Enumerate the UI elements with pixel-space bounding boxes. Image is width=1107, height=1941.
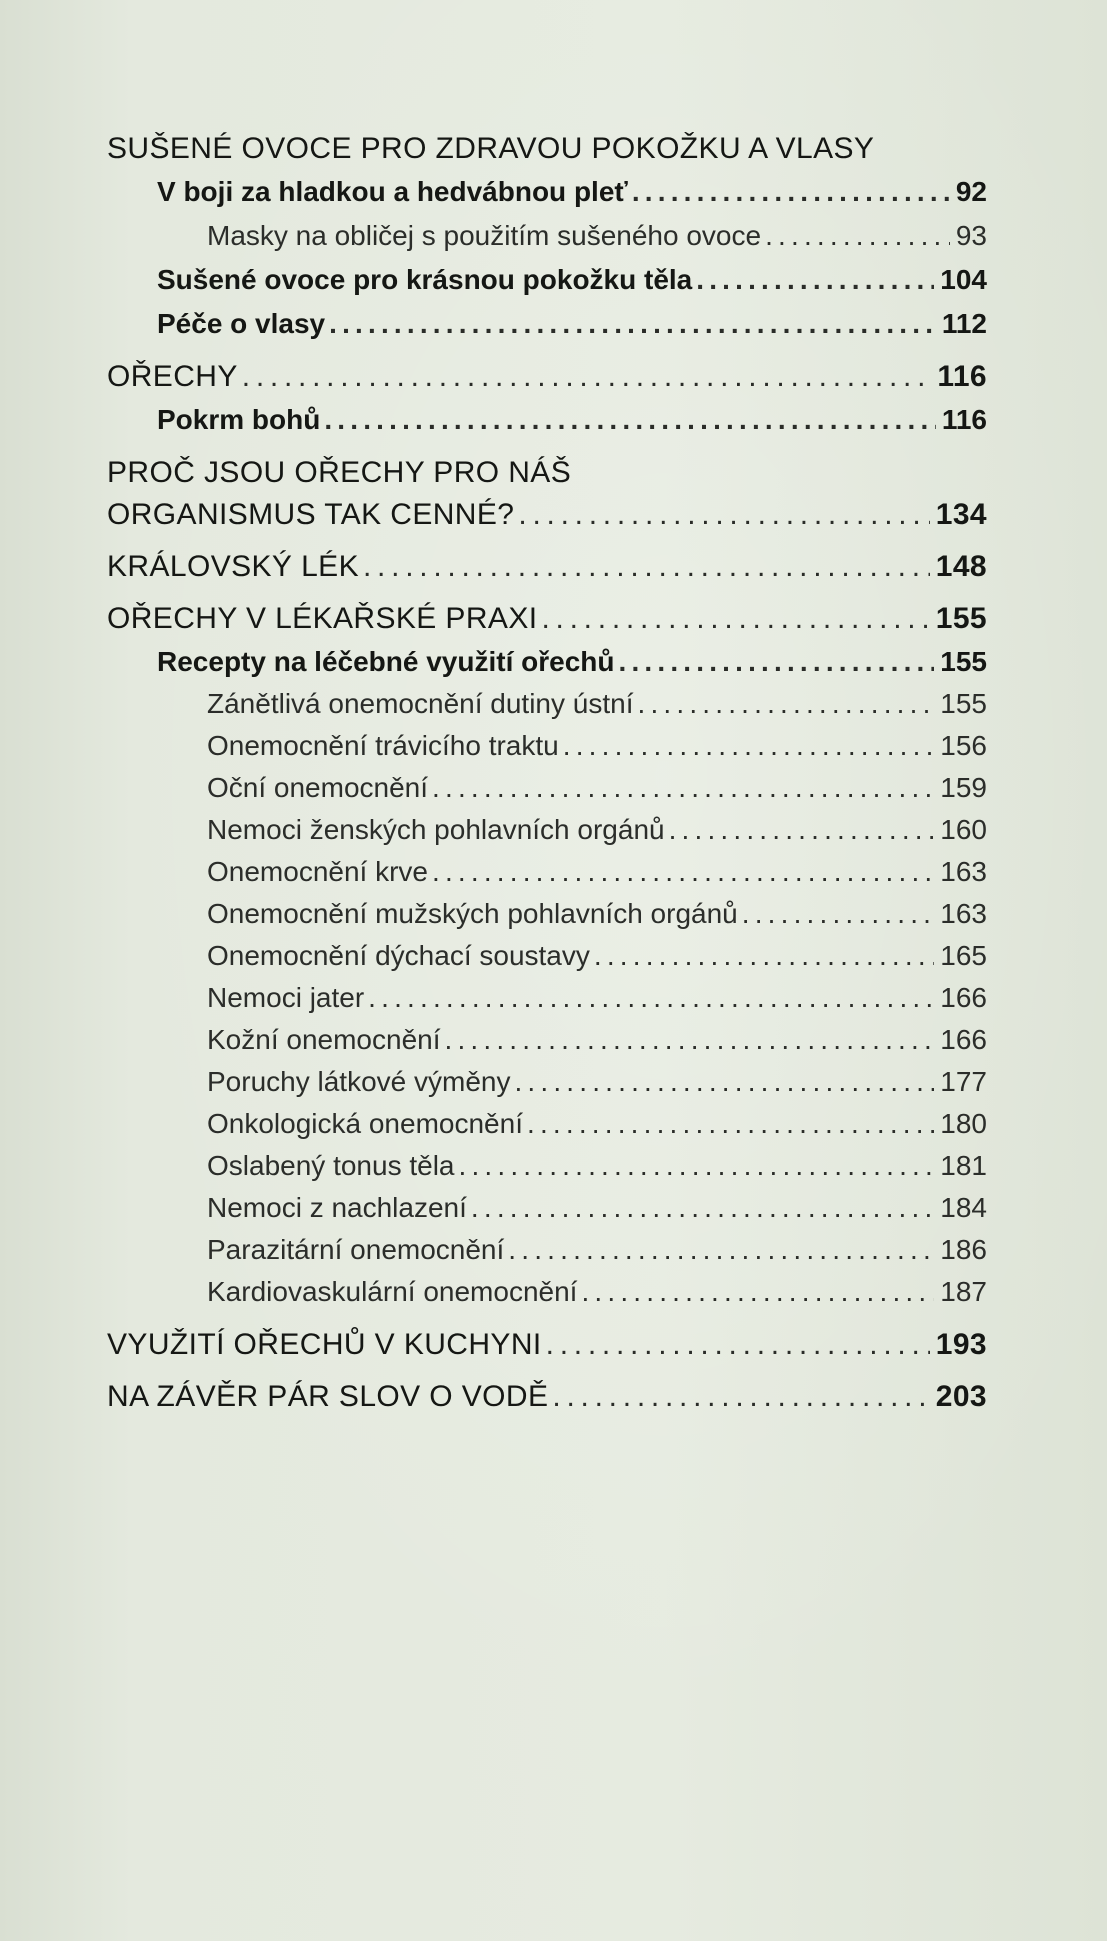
dot-leader: [696, 266, 934, 294]
dot-leader: [324, 406, 935, 434]
toc-entry-page: 187: [940, 1276, 987, 1307]
toc-entry: [157, 406, 987, 434]
toc-entry-page: 159: [940, 772, 987, 803]
toc-entry: [207, 1152, 987, 1180]
toc-entry-title: Sušené ovoce pro krásnou pokožku těla: [157, 264, 693, 295]
toc-entry: [207, 774, 987, 802]
dot-leader: [546, 1330, 930, 1360]
dot-leader: [619, 648, 935, 676]
toc-entry-title: Onemocnění trávicího traktu: [207, 730, 559, 761]
toc-entry-title: VYUŽITÍ OŘECHŮ V KUCHYNI: [107, 1328, 542, 1361]
toc-entry: [157, 648, 987, 676]
toc-entry: [207, 1278, 987, 1306]
toc-entry-page: 92: [955, 176, 987, 207]
toc-entry-title: Onemocnění krve: [207, 856, 428, 887]
dot-leader: [742, 900, 935, 928]
toc-entry-title: Onemocnění mužských pohlavních orgánů: [207, 898, 738, 929]
toc-entry-title: Nemoci z nachlazení: [207, 1192, 467, 1223]
dot-leader: [581, 1278, 934, 1306]
dot-leader: [445, 1026, 935, 1054]
toc-entry-page: 177: [940, 1066, 987, 1097]
toc-entry-title: Recepty na léčebné využití ořechů: [157, 646, 615, 677]
toc-entry-page: 93: [955, 220, 987, 251]
toc-entry-title: Oslabený tonus těla: [207, 1150, 455, 1181]
toc-entry: [207, 690, 987, 718]
toc-entry: [207, 900, 987, 928]
toc-entry: [107, 500, 987, 530]
toc-entry-title: Nemoci jater: [207, 982, 365, 1013]
toc-entry: [207, 816, 987, 844]
toc-entry-page: 116: [937, 360, 987, 393]
toc-entry: [207, 1110, 987, 1138]
toc-entry-page: 160: [940, 814, 987, 845]
dot-leader: [471, 1194, 934, 1222]
toc-entry-page: 134: [935, 498, 987, 531]
toc-entry-page: 186: [940, 1234, 987, 1265]
toc-entry-title: Oční onemocnění: [207, 772, 429, 803]
dot-leader: [541, 604, 929, 634]
toc-entry-page: 156: [940, 730, 987, 761]
dot-leader: [508, 1236, 934, 1264]
dot-leader: [765, 222, 950, 250]
dot-leader: [242, 362, 932, 392]
toc-entry-title: Kardiovaskulární onemocnění: [207, 1276, 578, 1307]
toc-entry-page: 148: [935, 550, 987, 583]
toc-entry: [157, 178, 987, 206]
toc-heading-title: PROČ JSOU OŘECHY PRO NÁŠ: [107, 456, 572, 489]
toc-entry-title: Péče o vlasy: [157, 308, 326, 339]
toc-entry-title: OŘECHY: [107, 360, 238, 393]
dot-leader: [363, 552, 930, 582]
toc-entry: [207, 858, 987, 886]
toc-entry: [207, 1194, 987, 1222]
toc-entry: [107, 604, 987, 634]
dot-leader: [432, 774, 934, 802]
toc-entry-page: 155: [940, 688, 987, 719]
toc-entry-page: 166: [940, 982, 987, 1013]
toc-entry-page: 155: [935, 602, 987, 635]
toc-entry-page: 163: [940, 898, 987, 929]
dot-leader: [432, 858, 934, 886]
toc-entry: [157, 266, 987, 294]
dot-leader: [527, 1110, 934, 1138]
toc-entry-title: OŘECHY V LÉKAŘSKÉ PRAXI: [107, 602, 538, 635]
toc-entry-title: Masky na obličej s použitím sušeného ovoce: [207, 220, 762, 251]
toc-heading: [107, 458, 571, 488]
toc-entry-title: Pokrm bohů: [157, 404, 321, 435]
toc-entry-title: Poruchy látkové výměny: [207, 1066, 511, 1097]
dot-leader: [518, 500, 929, 530]
toc-entry: [107, 362, 987, 392]
toc-entry-title: ORGANISMUS TAK CENNÉ?: [107, 498, 515, 531]
toc-entry: [207, 222, 987, 250]
toc-entry-title: KRÁLOVSKÝ LÉK: [107, 550, 359, 583]
toc-entry-title: Zánětlivá onemocnění dutiny ústní: [207, 688, 634, 719]
toc-entry-page: 104: [940, 264, 987, 295]
toc-entry-page: 181: [940, 1150, 987, 1181]
dot-leader: [632, 178, 950, 206]
toc-entry-page: 180: [940, 1108, 987, 1139]
toc-entry-title: V boji za hladkou a hedvábnou pleť: [157, 176, 628, 207]
toc-entry-page: 166: [940, 1024, 987, 1055]
toc-entry-title: Kožní onemocnění: [207, 1024, 441, 1055]
dot-leader: [669, 816, 935, 844]
toc-heading: [107, 134, 874, 164]
toc-entry-title: NA ZÁVĚR PÁR SLOV O VODĚ: [107, 1380, 549, 1413]
toc-entry: [207, 1236, 987, 1264]
toc-entry-title: Onkologická onemocnění: [207, 1108, 523, 1139]
toc-entry-page: 116: [941, 404, 987, 435]
toc-entry-title: Parazitární onemocnění: [207, 1234, 505, 1265]
toc-entry: [107, 1330, 987, 1360]
toc-entry-page: 112: [941, 308, 987, 339]
dot-leader: [329, 310, 936, 338]
toc-entry: [107, 1382, 987, 1412]
toc-entry: [207, 1026, 987, 1054]
toc-entry-page: 163: [940, 856, 987, 887]
toc-entry-page: 165: [940, 940, 987, 971]
toc-entry: [207, 732, 987, 760]
dot-leader: [637, 690, 934, 718]
toc-entry: [207, 984, 987, 1012]
dot-leader: [594, 942, 934, 970]
toc-heading-title: SUŠENÉ OVOCE PRO ZDRAVOU POKOŽKU A VLASY: [107, 132, 875, 165]
dot-leader: [563, 732, 935, 760]
toc-entry-page: 193: [935, 1328, 987, 1361]
toc-entry: [207, 1068, 987, 1096]
dot-leader: [514, 1068, 934, 1096]
dot-leader: [459, 1152, 935, 1180]
toc-entry-page: 184: [940, 1192, 987, 1223]
toc-entry-page: 155: [940, 646, 987, 677]
toc-entry: [207, 942, 987, 970]
toc-entry-page: 203: [935, 1380, 987, 1413]
toc-entry: [157, 310, 987, 338]
toc-entry-title: Onemocnění dýchací soustavy: [207, 940, 590, 971]
dot-leader: [552, 1382, 929, 1412]
toc-entry-title: Nemoci ženských pohlavních orgánů: [207, 814, 665, 845]
dot-leader: [368, 984, 934, 1012]
toc-entry: [107, 552, 987, 582]
